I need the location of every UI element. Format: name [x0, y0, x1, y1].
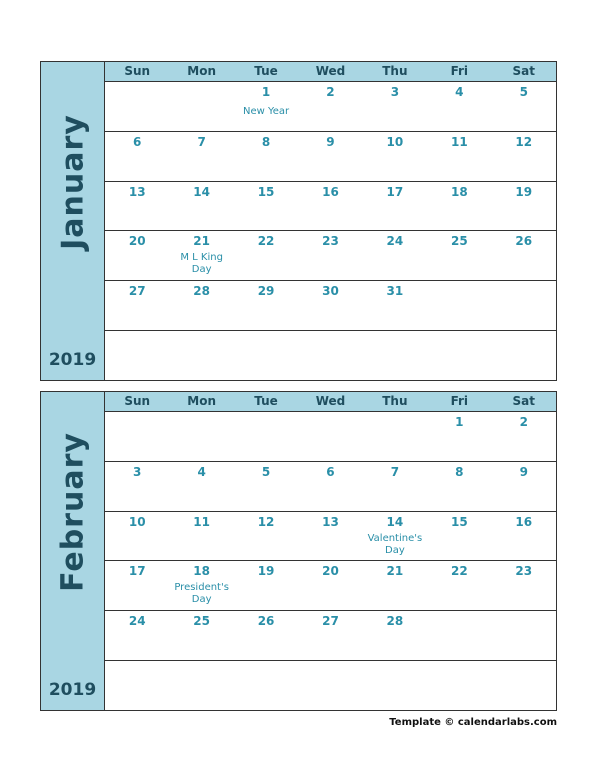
day-cell — [169, 331, 233, 380]
day-number: 3 — [390, 85, 400, 99]
day-number: 27 — [128, 284, 146, 299]
day-number: 26 — [257, 614, 275, 629]
weekday-label: Tue — [254, 64, 278, 78]
day-cell — [234, 561, 298, 610]
day-number: 19 — [515, 184, 533, 199]
day-cell — [105, 512, 169, 561]
day-number: 2 — [519, 415, 528, 429]
day-number — [298, 334, 362, 348]
day-number — [492, 664, 556, 678]
week-row — [105, 661, 556, 710]
day-number — [427, 664, 491, 678]
day-cell — [492, 82, 556, 131]
day-number: 14 — [386, 514, 404, 529]
day-cell — [169, 611, 233, 660]
day-number — [105, 415, 169, 429]
weekday-label: Thu — [382, 394, 408, 408]
week-row — [105, 561, 556, 611]
day-number — [363, 415, 427, 429]
day-number: 23 — [322, 234, 339, 249]
day-cell — [234, 331, 298, 380]
day-number: 8 — [455, 464, 464, 479]
day-cell — [298, 231, 362, 280]
day-number: 12 — [515, 134, 533, 149]
day-number: 15 — [257, 184, 275, 199]
calendar-grid — [105, 392, 556, 710]
day-cell — [492, 611, 556, 660]
weekday-label: Fri — [450, 64, 469, 78]
day-number: 16 — [322, 184, 339, 199]
day-cell — [105, 182, 169, 231]
day-number: 28 — [386, 614, 404, 629]
weekday-label: Mon — [187, 64, 216, 78]
day-number: 28 — [193, 284, 210, 299]
day-number — [492, 284, 556, 298]
day-number — [169, 334, 233, 348]
day-number: 25 — [450, 234, 468, 249]
day-number — [169, 415, 233, 429]
day-cell — [169, 661, 233, 710]
day-cell — [492, 281, 556, 330]
day-number — [234, 334, 298, 348]
day-number — [234, 664, 298, 678]
day-number: 18 — [450, 184, 468, 199]
day-cell — [234, 412, 298, 461]
day-cell — [169, 561, 233, 610]
day-number: 6 — [133, 134, 142, 149]
day-cell — [169, 462, 233, 511]
day-cell — [492, 661, 556, 710]
holiday-label: M L King Day — [180, 252, 223, 276]
day-cell — [363, 82, 427, 131]
day-cell — [234, 82, 298, 131]
month-sidebar — [41, 62, 105, 380]
day-cell — [234, 661, 298, 710]
day-cell — [363, 462, 427, 511]
day-number — [234, 415, 298, 429]
day-cell — [105, 462, 169, 511]
day-cell — [298, 412, 362, 461]
weekday-label: Mon — [187, 394, 216, 408]
day-number: 20 — [128, 234, 146, 249]
day-number: 30 — [322, 284, 339, 299]
day-cell — [234, 512, 298, 561]
day-cell — [169, 231, 233, 280]
day-cell — [298, 281, 362, 330]
week-row — [105, 182, 556, 232]
day-number: 23 — [515, 564, 533, 579]
day-number: 11 — [450, 134, 468, 149]
day-cell — [427, 182, 491, 231]
day-cell — [492, 512, 556, 561]
day-number: 5 — [519, 85, 528, 99]
day-cell — [105, 611, 169, 660]
day-cell — [105, 331, 169, 380]
day-cell — [298, 611, 362, 660]
day-number: 4 — [197, 464, 206, 479]
day-number: 14 — [193, 184, 210, 199]
day-number — [492, 334, 556, 348]
day-cell — [363, 231, 427, 280]
day-cell — [492, 462, 556, 511]
day-number: 3 — [133, 464, 142, 479]
day-cell — [492, 182, 556, 231]
weekday-header — [105, 62, 556, 82]
day-number: 15 — [450, 514, 468, 529]
day-cell — [169, 281, 233, 330]
day-cell — [363, 661, 427, 710]
day-number — [427, 334, 491, 348]
day-number — [298, 664, 362, 678]
day-number: 13 — [322, 514, 339, 529]
day-cell — [298, 661, 362, 710]
day-cell — [169, 182, 233, 231]
day-cell — [298, 82, 362, 131]
day-cell — [298, 462, 362, 511]
day-number: 8 — [261, 134, 271, 149]
weekday-label: Thu — [382, 64, 408, 78]
week-row — [105, 231, 556, 281]
day-number: 13 — [128, 184, 146, 199]
day-cell — [363, 512, 427, 561]
day-cell — [363, 412, 427, 461]
day-number: 20 — [322, 564, 339, 579]
day-number: 24 — [128, 614, 146, 629]
week-row — [105, 512, 556, 562]
day-number — [363, 334, 427, 348]
day-cell — [105, 82, 169, 131]
day-cell — [427, 661, 491, 710]
day-cell — [169, 512, 233, 561]
weekday-label: Wed — [315, 394, 346, 408]
day-number — [298, 415, 362, 429]
day-cell — [105, 231, 169, 280]
day-number: 5 — [261, 464, 271, 479]
calendar-grid — [105, 62, 556, 380]
day-cell — [427, 462, 491, 511]
day-number: 6 — [326, 464, 335, 479]
week-row — [105, 462, 556, 512]
day-cell — [427, 561, 491, 610]
month-sidebar — [41, 392, 105, 710]
weekday-header — [105, 392, 556, 412]
day-cell — [298, 132, 362, 181]
day-cell — [234, 182, 298, 231]
day-number: 9 — [326, 134, 335, 149]
template-credit: Template © calendarlabs.com — [389, 717, 557, 728]
day-number: 27 — [322, 614, 339, 629]
day-number: 21 — [193, 234, 210, 249]
day-number: 21 — [386, 564, 404, 579]
day-cell — [105, 132, 169, 181]
day-number: 17 — [128, 564, 146, 579]
day-cell — [492, 412, 556, 461]
day-cell — [169, 132, 233, 181]
day-number: 10 — [386, 134, 404, 149]
week-row — [105, 132, 556, 182]
day-number — [492, 614, 556, 628]
week-row — [105, 281, 556, 331]
day-number — [105, 664, 169, 678]
day-number: 19 — [257, 564, 275, 579]
day-number: 22 — [450, 564, 468, 579]
week-row — [105, 611, 556, 661]
day-cell — [427, 512, 491, 561]
weekday-label: Wed — [315, 64, 346, 78]
year-label: 2019 — [48, 680, 97, 700]
month-name: January — [55, 114, 90, 250]
day-number: 10 — [128, 514, 146, 529]
week-row — [105, 331, 556, 380]
week-row — [105, 82, 556, 132]
day-cell — [169, 82, 233, 131]
day-cell — [427, 82, 491, 131]
day-number: 24 — [386, 234, 404, 249]
day-number — [105, 85, 169, 99]
day-cell — [363, 561, 427, 610]
holiday-label: Valentine's Day — [367, 532, 423, 556]
day-cell — [298, 561, 362, 610]
day-number: 2 — [326, 85, 335, 99]
day-cell — [298, 331, 362, 380]
day-number: 26 — [515, 234, 533, 249]
day-cell — [363, 281, 427, 330]
day-number — [427, 284, 491, 298]
month-name: February — [55, 432, 90, 592]
day-cell — [105, 412, 169, 461]
day-number: 1 — [261, 85, 271, 99]
day-number: 11 — [193, 514, 210, 529]
day-cell — [169, 412, 233, 461]
day-number: 1 — [455, 415, 464, 429]
day-cell — [363, 132, 427, 181]
day-cell — [298, 182, 362, 231]
year-label: 2019 — [48, 350, 97, 370]
day-number: 16 — [515, 514, 533, 529]
day-number: 7 — [390, 464, 400, 479]
day-number: 9 — [519, 464, 528, 479]
day-cell — [234, 231, 298, 280]
day-cell — [298, 512, 362, 561]
holiday-label: New Year — [242, 106, 290, 117]
day-cell — [363, 611, 427, 660]
day-cell — [427, 132, 491, 181]
day-number: 12 — [257, 514, 275, 529]
january-calendar — [40, 61, 557, 381]
day-number: 31 — [386, 284, 404, 299]
day-cell — [492, 561, 556, 610]
day-number — [169, 85, 233, 99]
day-number — [105, 334, 169, 348]
day-number: 18 — [193, 564, 210, 579]
day-number — [427, 614, 491, 628]
day-cell — [105, 661, 169, 710]
day-number: 22 — [257, 234, 275, 249]
day-cell — [427, 281, 491, 330]
day-cell — [363, 182, 427, 231]
week-row — [105, 412, 556, 462]
day-number: 29 — [257, 284, 275, 299]
day-cell — [234, 132, 298, 181]
day-cell — [105, 281, 169, 330]
weekday-label: Fri — [450, 394, 469, 408]
day-number: 7 — [197, 134, 206, 149]
weekday-label: Sat — [512, 394, 535, 408]
weekday-label: Sat — [512, 64, 535, 78]
weekday-label: Sun — [124, 394, 151, 408]
day-number — [169, 664, 233, 678]
day-cell — [427, 611, 491, 660]
day-number — [363, 664, 427, 678]
day-cell — [492, 231, 556, 280]
february-calendar — [40, 391, 557, 711]
day-cell — [234, 281, 298, 330]
day-number: 17 — [386, 184, 404, 199]
day-cell — [492, 331, 556, 380]
day-cell — [492, 132, 556, 181]
day-cell — [427, 231, 491, 280]
day-cell — [105, 561, 169, 610]
day-number: 4 — [455, 85, 464, 99]
day-cell — [234, 462, 298, 511]
weekday-label: Tue — [254, 394, 278, 408]
day-cell — [427, 412, 491, 461]
day-cell — [234, 611, 298, 660]
weekday-label: Sun — [124, 64, 151, 78]
holiday-label: President's Day — [174, 582, 229, 606]
day-cell — [363, 331, 427, 380]
day-number: 25 — [193, 614, 210, 629]
day-cell — [427, 331, 491, 380]
